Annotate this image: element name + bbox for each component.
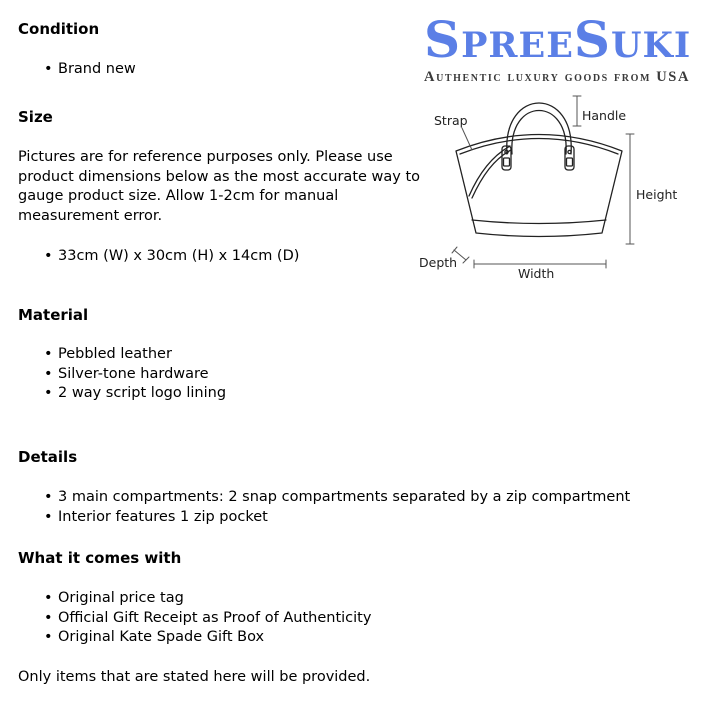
list-item: • Original Kate Spade Gift Box: [44, 628, 371, 648]
bag-handle-inner: [512, 111, 566, 155]
list-item: • Interior features 1 zip pocket: [44, 508, 630, 528]
list-item: • 3 main compartments: 2 snap compartments separated by a zip compartment: [44, 488, 630, 508]
strap-label: Strap: [434, 113, 468, 128]
list-item: • 33cm (W) x 30cm (H) x 14cm (D): [44, 247, 299, 267]
width-label: Width: [518, 266, 555, 281]
comes-with-heading: What it comes with: [18, 549, 182, 567]
height-label: Height: [636, 187, 678, 202]
bag-strap: [469, 146, 510, 196]
material-list: [44, 345, 226, 404]
size-list: [44, 247, 299, 267]
logo-tagline: Authentic luxury goods from USA: [424, 69, 691, 85]
handle-label: Handle: [582, 108, 627, 123]
bag-strap-inner: [472, 150, 511, 198]
spreesuki-logo: [424, 12, 718, 86]
list-item: • Official Gift Receipt as Proof of Authenticity: [44, 609, 371, 629]
list-item: • Silver-tone hardware: [44, 365, 226, 385]
details-heading: Details: [18, 448, 78, 466]
list-item: • 2 way script logo lining: [44, 384, 226, 404]
depth-label: Depth: [419, 255, 458, 270]
list-item: • Pebbled leather: [44, 345, 226, 365]
logo-name: SpreeSuki: [424, 10, 692, 69]
details-list: [44, 488, 630, 527]
bag-dimension-diagram: [414, 88, 714, 288]
size-heading: Size: [18, 108, 53, 126]
list-item: • Original price tag: [44, 589, 371, 609]
bag-rim: [460, 139, 618, 155]
list-item: • Brand new: [44, 60, 136, 80]
condition-list: [44, 60, 136, 80]
material-heading: Material: [18, 306, 89, 324]
size-note: Pictures are for reference purposes only. Please use product dimensions below as the most accurate way to gauge product size. Allow 1-2cm for manual measurement error.: [18, 149, 421, 224]
bag-base-seam: [472, 220, 606, 224]
condition-heading: Condition: [18, 20, 100, 38]
comes-with-list: [44, 589, 371, 648]
footer-note: Only items that are stated here will be provided.: [18, 669, 371, 685]
